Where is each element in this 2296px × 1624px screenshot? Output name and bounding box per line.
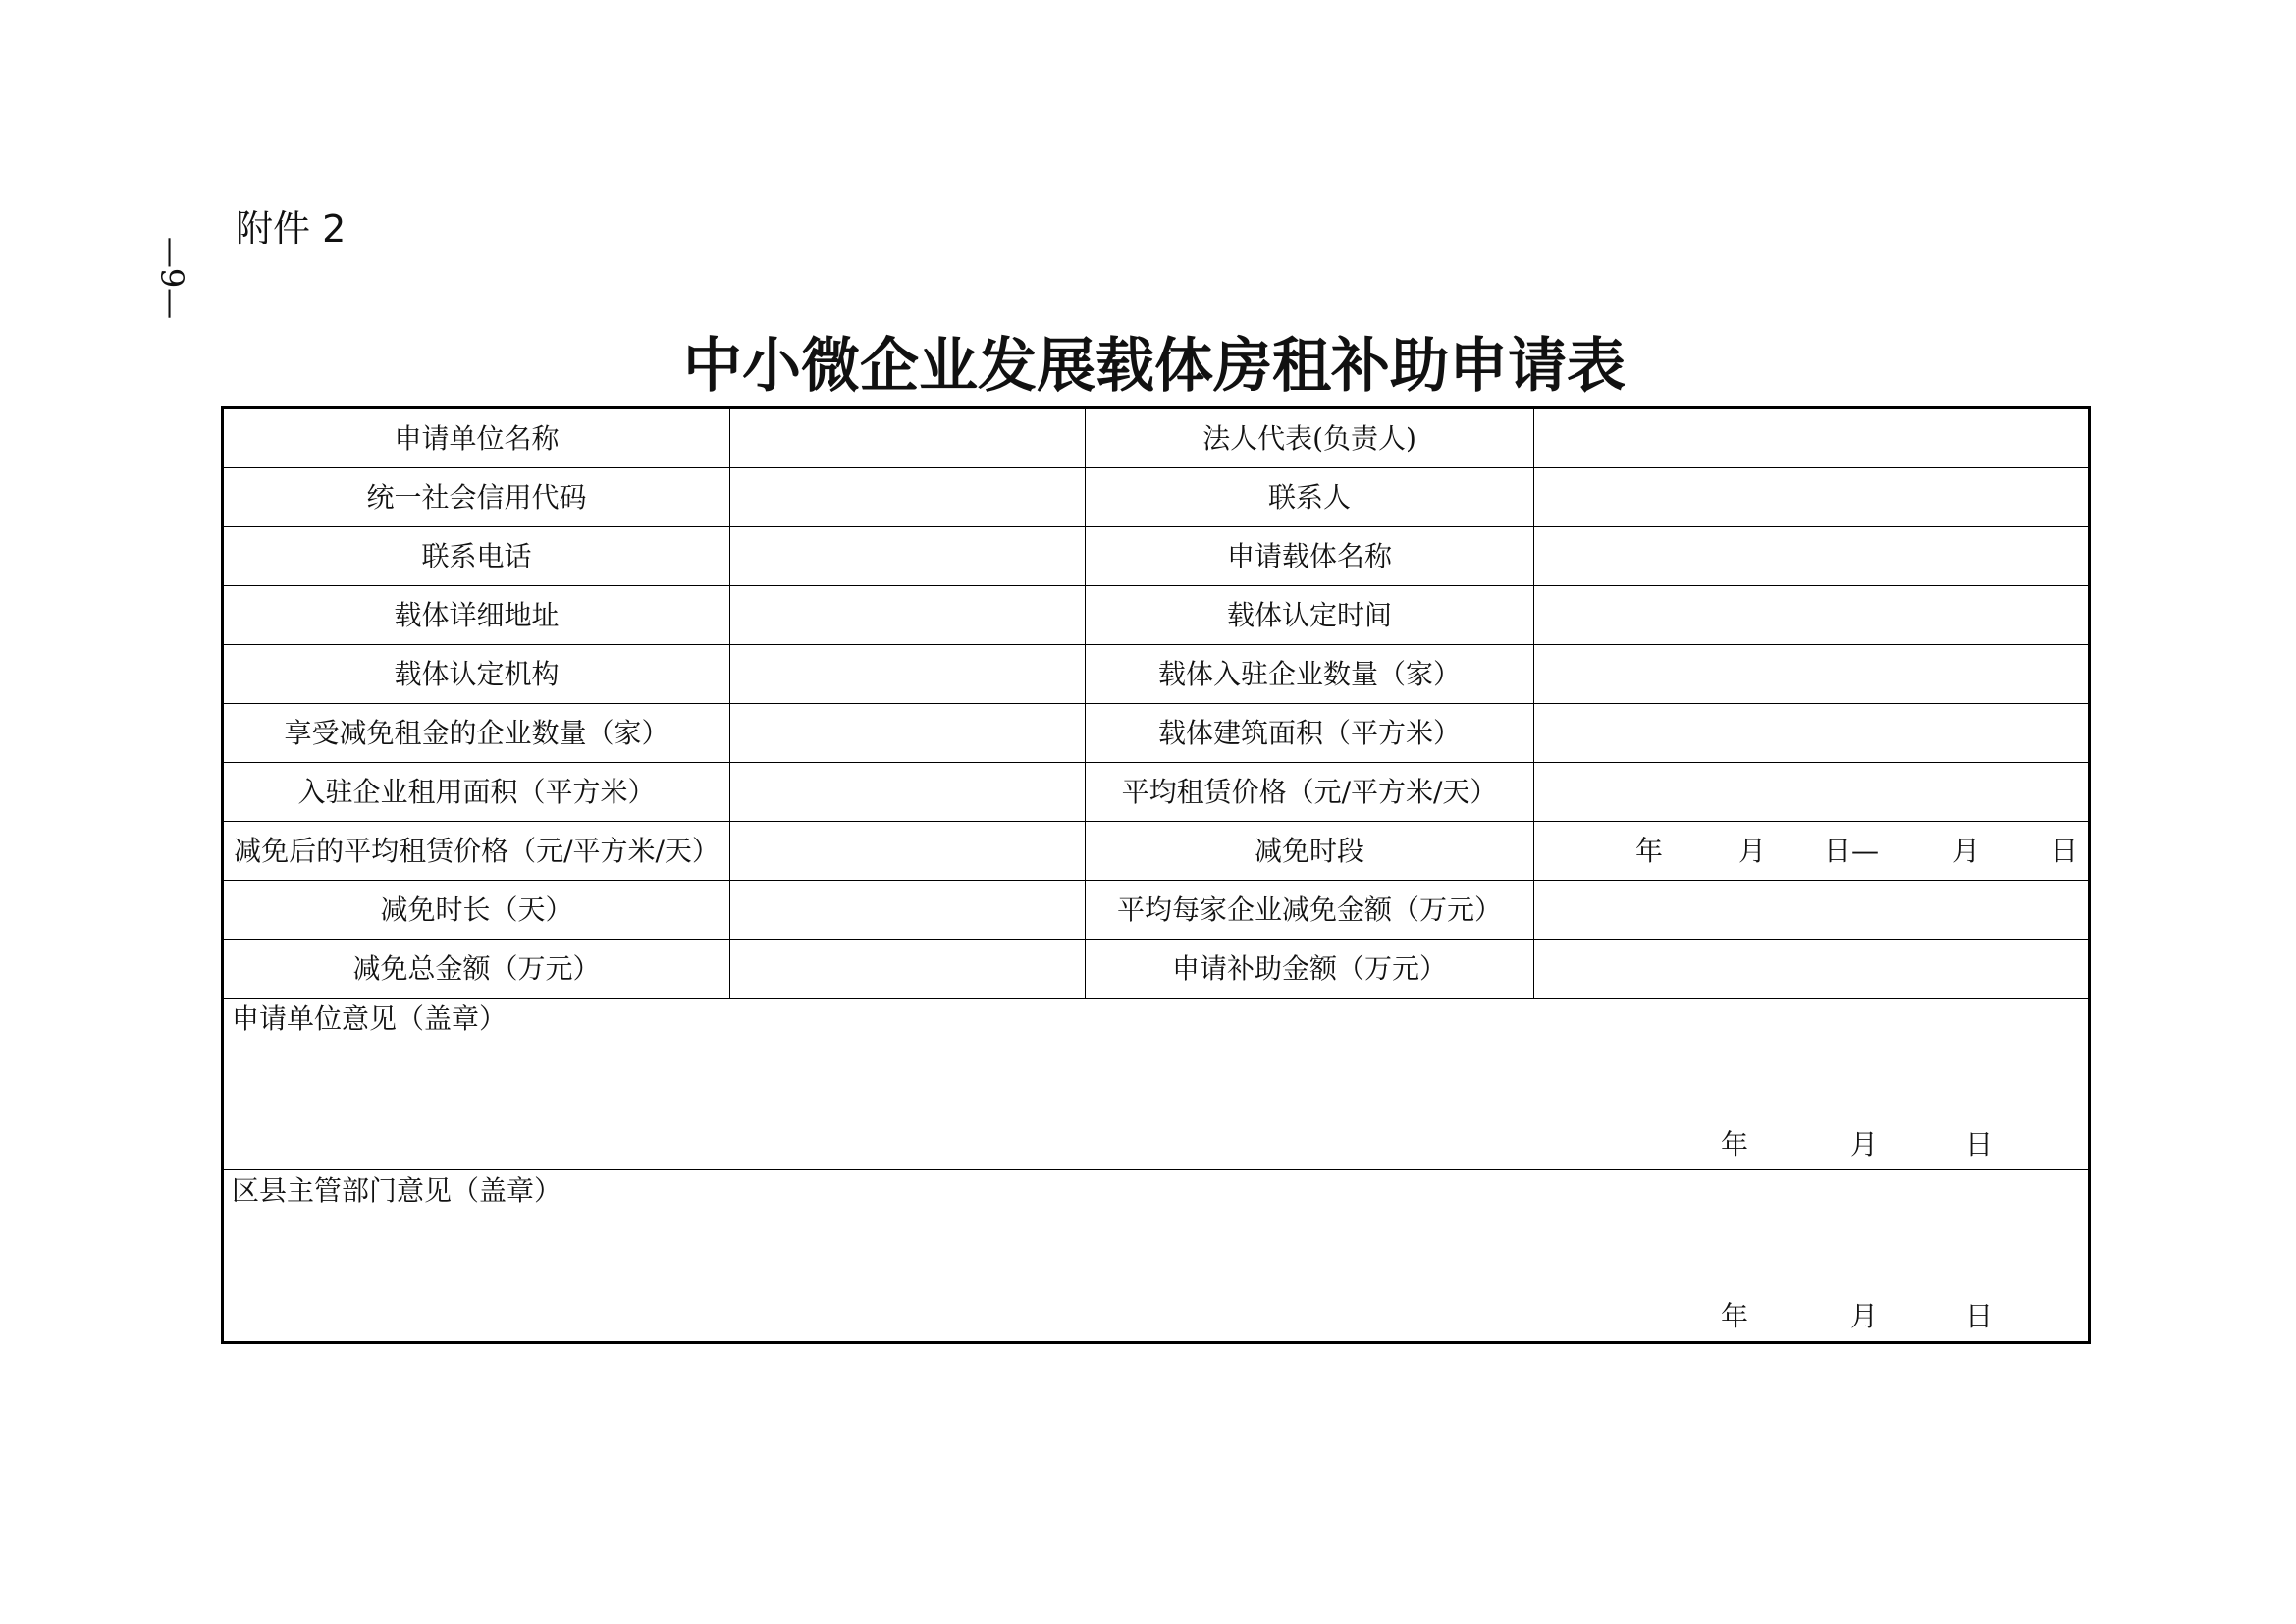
reduced-average-rent-price-value xyxy=(730,822,1086,881)
period-end-month: 月 xyxy=(1952,835,1981,867)
period-start-year: 年 xyxy=(1635,835,1664,867)
table-row xyxy=(223,822,2090,881)
requested-subsidy-amount-value xyxy=(1534,940,2090,999)
carrier-certification-date-label: 载体认定时间 xyxy=(1086,586,1534,645)
table-row xyxy=(223,468,2090,527)
carrier-address-value xyxy=(730,586,1086,645)
credit-code-value xyxy=(730,468,1086,527)
application-form-table xyxy=(221,406,2091,1344)
period-end-day: 日 xyxy=(2051,835,2079,867)
certifying-agency-value xyxy=(730,645,1086,704)
applicant-opinion-date-month: 月 xyxy=(1850,1128,1879,1161)
district-department-opinion-date-month: 月 xyxy=(1850,1300,1879,1332)
resident-enterprise-count-label: 载体入驻企业数量（家） xyxy=(1086,645,1534,704)
table-row xyxy=(223,763,2090,822)
contact-person-value xyxy=(1534,468,2090,527)
table-row xyxy=(223,586,2090,645)
carrier-name-value xyxy=(1534,527,2090,586)
reduction-period-value xyxy=(1534,822,2090,881)
document-title: 中小微企业发展载体房租补助申请表 xyxy=(683,332,1626,401)
table-row xyxy=(223,940,2090,999)
average-reduction-per-enterprise-value xyxy=(1534,881,2090,940)
legal-representative-value xyxy=(1534,408,2090,468)
average-reduction-per-enterprise-label: 平均每家企业减免金额（万元） xyxy=(1086,881,1534,940)
applicant-name-value xyxy=(730,408,1086,468)
district-department-opinion-date-year: 年 xyxy=(1721,1300,1749,1332)
table-row xyxy=(223,527,2090,586)
table-row xyxy=(223,881,2090,940)
applicant-opinion-area xyxy=(224,999,2088,1169)
period-start-month: 月 xyxy=(1738,835,1767,867)
reduction-duration-label: 减免时长（天） xyxy=(223,881,730,940)
legal-representative-label: 法人代表(负责人) xyxy=(1086,408,1534,468)
applicant-opinion-date-day: 日 xyxy=(1965,1128,1994,1161)
reduced-average-rent-price-label: 减免后的平均租赁价格（元/平方米/天） xyxy=(223,822,730,881)
certifying-agency-label: 载体认定机构 xyxy=(223,645,730,704)
credit-code-label: 统一社会信用代码 xyxy=(223,468,730,527)
table-row xyxy=(223,645,2090,704)
leased-area-value xyxy=(730,763,1086,822)
table-row xyxy=(223,1170,2090,1343)
reduced-rent-enterprise-count-value xyxy=(730,704,1086,763)
reduction-duration-value xyxy=(730,881,1086,940)
table-row xyxy=(223,408,2090,468)
average-rent-price-value xyxy=(1534,763,2090,822)
building-area-label: 载体建筑面积（平方米） xyxy=(1086,704,1534,763)
table-row xyxy=(223,704,2090,763)
applicant-opinion-label: 申请单位意见（盖章） xyxy=(232,1002,507,1035)
total-reduction-amount-label: 减免总金额（万元） xyxy=(223,940,730,999)
carrier-name-label: 申请载体名称 xyxy=(1086,527,1534,586)
resident-enterprise-count-value xyxy=(1534,645,2090,704)
reduced-rent-enterprise-count-label: 享受减免租金的企业数量（家） xyxy=(223,704,730,763)
period-start-day: 日— xyxy=(1824,835,1880,867)
average-rent-price-label: 平均租赁价格（元/平方米/天） xyxy=(1086,763,1534,822)
carrier-certification-date-value xyxy=(1534,586,2090,645)
district-department-opinion-date-day: 日 xyxy=(1965,1300,1994,1332)
leased-area-label: 入驻企业租用面积（平方米） xyxy=(223,763,730,822)
applicant-opinion-section xyxy=(223,999,2090,1170)
reduction-period-label: 减免时段 xyxy=(1086,822,1534,881)
district-department-opinion-section xyxy=(223,1170,2090,1343)
total-reduction-amount-value xyxy=(730,940,1086,999)
applicant-opinion-date-year: 年 xyxy=(1721,1128,1749,1161)
table-row xyxy=(223,999,2090,1170)
district-department-opinion-label: 区县主管部门意见（盖章） xyxy=(232,1174,562,1207)
carrier-address-label: 载体详细地址 xyxy=(223,586,730,645)
building-area-value xyxy=(1534,704,2090,763)
contact-person-label: 联系人 xyxy=(1086,468,1534,527)
contact-phone-value xyxy=(730,527,1086,586)
attachment-label: 附件 2 xyxy=(236,207,347,250)
page-number: —9— xyxy=(153,236,190,320)
reduction-period-dates xyxy=(1534,822,2088,880)
applicant-name-label: 申请单位名称 xyxy=(223,408,730,468)
contact-phone-label: 联系电话 xyxy=(223,527,730,586)
requested-subsidy-amount-label: 申请补助金额（万元） xyxy=(1086,940,1534,999)
district-department-opinion-area xyxy=(224,1170,2088,1341)
